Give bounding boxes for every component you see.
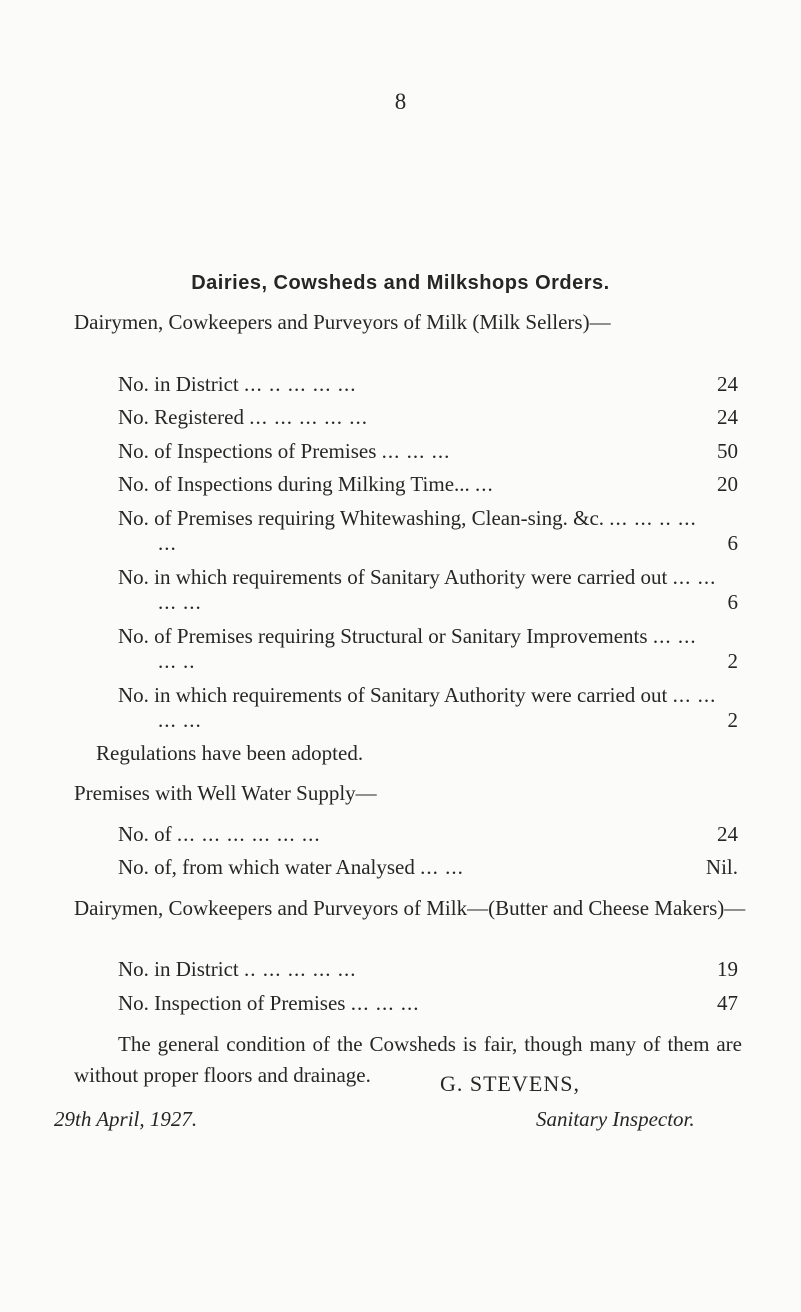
row-value: 20 xyxy=(717,472,738,496)
row-value: 19 xyxy=(717,957,738,981)
leader-dots: ... ... ... ... ... ... xyxy=(176,822,321,846)
row-value: Nil. xyxy=(705,855,738,879)
table-row xyxy=(118,565,738,615)
row-label: No. Inspection of Premises xyxy=(118,991,346,1015)
table-row xyxy=(118,957,738,982)
row-value: 24 xyxy=(717,822,738,846)
row-label: No. of xyxy=(118,822,172,846)
regulations-note: Regulations have been adopted. xyxy=(96,741,364,765)
signature-date: 29th April, 1927. xyxy=(54,1107,198,1131)
table-row xyxy=(118,439,738,464)
table-row xyxy=(118,683,738,733)
row-label: No. of Premises requiring Structural or Sanitary Improvements xyxy=(118,624,648,648)
table-row xyxy=(118,855,738,880)
leader-dots: ... ... ... xyxy=(381,439,451,463)
row-label: No. in District xyxy=(118,957,239,981)
signatory-title: Sanitary Inspector. xyxy=(536,1107,695,1131)
leader-dots: ... xyxy=(475,472,494,496)
leader-dots: ... ... ... ... xyxy=(158,565,717,614)
page-number: 8 xyxy=(394,89,407,114)
table-row xyxy=(118,822,738,847)
row-value: 2 xyxy=(727,649,738,673)
closing-paragraph: The general condition of the Cowsheds is fair, though many of them are without proper floors and drainage. xyxy=(74,1032,742,1087)
row-label: No. in which requirements of Sanitary Authority were carried out xyxy=(118,683,668,707)
leader-dots: ... ... ... ... ... xyxy=(249,405,368,429)
table-row xyxy=(118,506,738,556)
leader-dots: ... ... ... .. xyxy=(158,624,697,673)
row-label: No. of Inspections during Milking Time... xyxy=(118,472,470,496)
row-label: No. Registered xyxy=(118,405,244,429)
section3-title: Dairymen, Cowkeepers and Purveyors of Milk—(Butter and Cheese Makers)— xyxy=(74,896,746,920)
row-value: 50 xyxy=(717,439,738,463)
table-row xyxy=(118,472,738,497)
row-label: No. of Inspections of Premises xyxy=(118,439,377,463)
row-label: No. of, from which water Analysed xyxy=(118,855,415,879)
row-value: 6 xyxy=(727,590,738,614)
table-row xyxy=(118,372,738,397)
leader-dots: ... .. ... ... ... xyxy=(244,372,357,396)
row-value: 2 xyxy=(727,708,738,732)
row-value: 24 xyxy=(717,372,738,396)
row-value: 24 xyxy=(717,405,738,429)
leader-dots: ... ... ... ... xyxy=(158,683,717,732)
section1-title: Dairymen, Cowkeepers and Purveyors of Milk (Milk Sellers)— xyxy=(74,310,611,334)
row-value: 47 xyxy=(717,991,738,1015)
section-heading: Dairies, Cowsheds and Milkshops Orders. xyxy=(191,272,610,294)
table-row xyxy=(118,405,738,430)
section2-title: Premises with Well Water Supply— xyxy=(74,781,377,805)
signatory-name: G. STEVENS, xyxy=(440,1071,580,1096)
row-label: No. of Premises requiring Whitewashing, Clean-sing. &c. xyxy=(118,506,605,530)
table-row xyxy=(118,624,738,674)
leader-dots: ... ... .. ... ... xyxy=(158,506,697,555)
row-label: No. in District xyxy=(118,372,239,396)
leader-dots: ... ... xyxy=(420,855,464,879)
leader-dots: .. ... ... ... ... xyxy=(244,957,357,981)
leader-dots: ... ... ... xyxy=(350,991,420,1015)
table-row xyxy=(118,991,738,1016)
row-value: 6 xyxy=(727,531,738,555)
row-label: No. in which requirements of Sanitary Authority were carried out xyxy=(118,565,668,589)
